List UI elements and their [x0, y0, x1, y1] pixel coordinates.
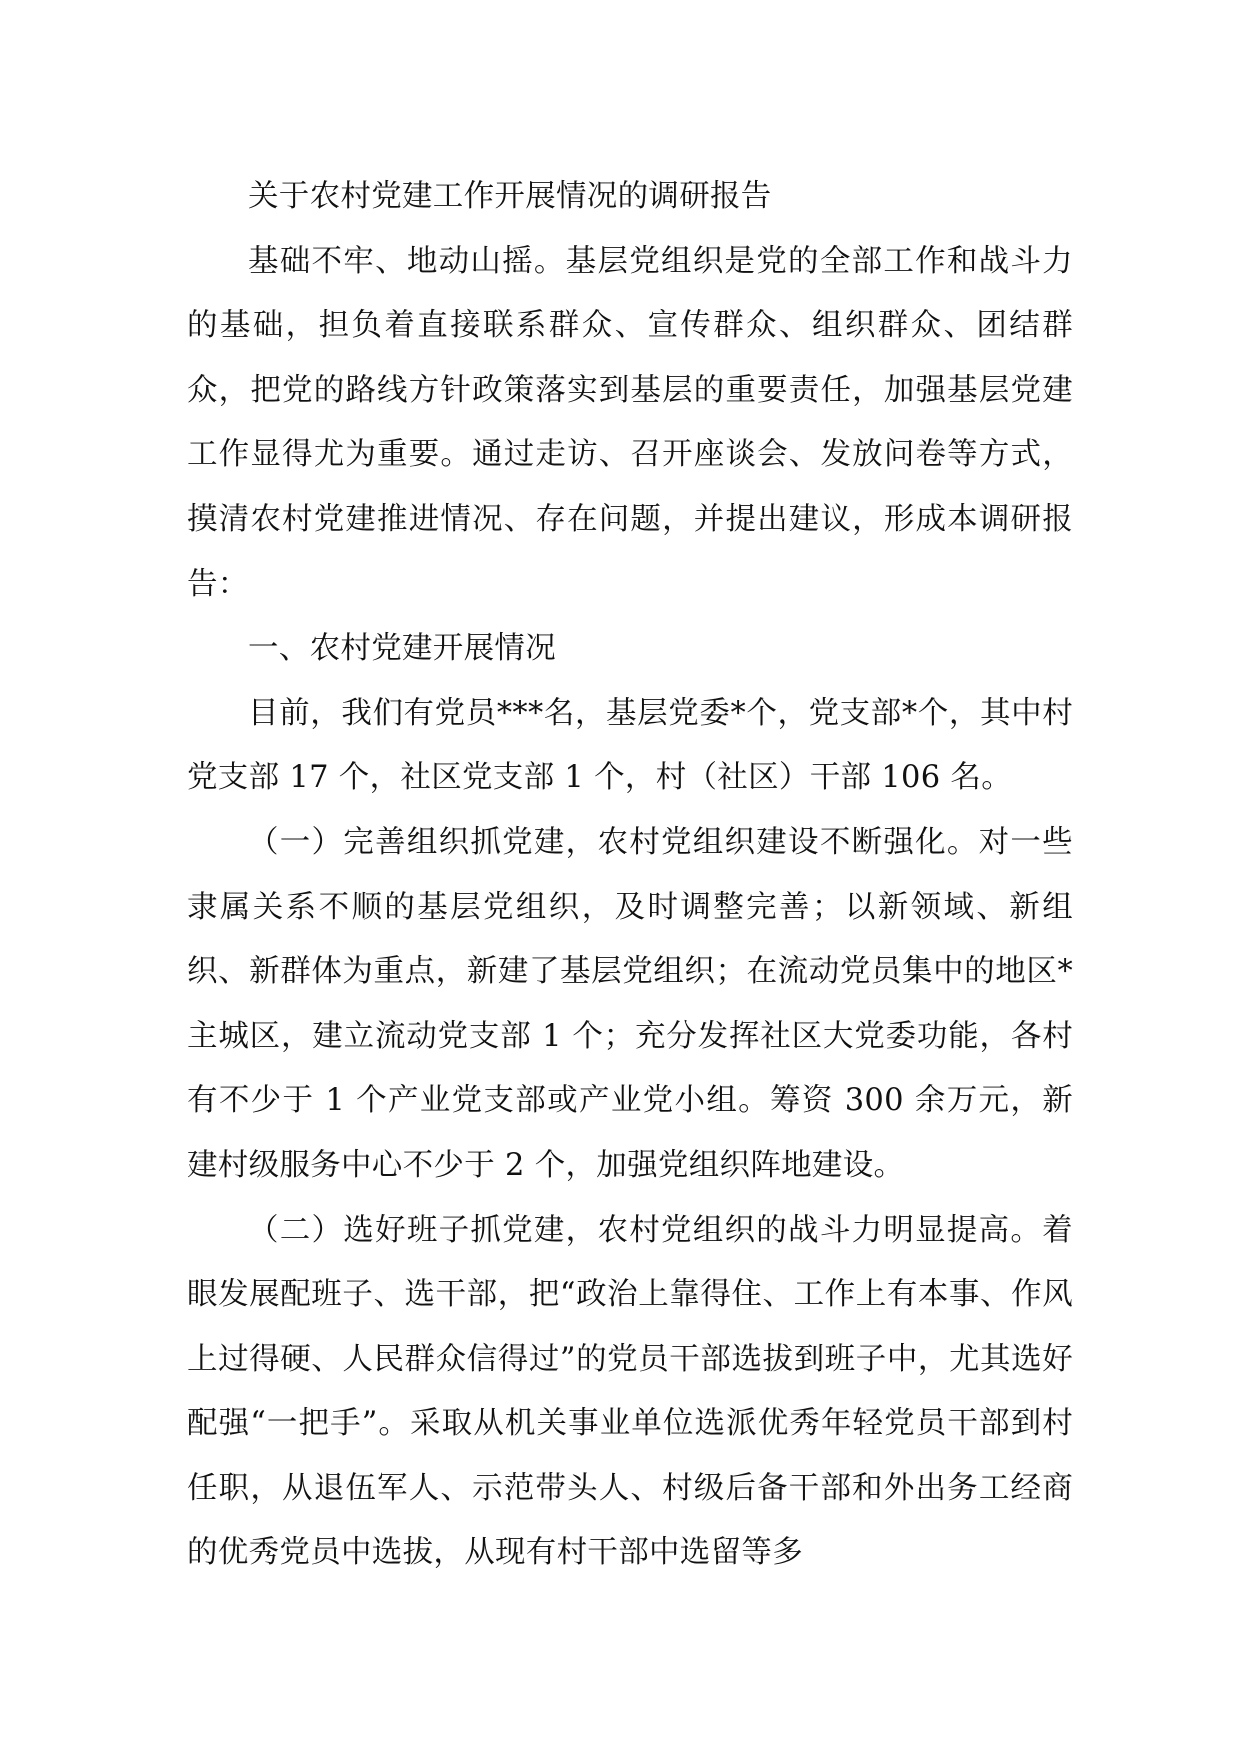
paragraph-current-status: 目前，我们有党员***名，基层党委*个，党支部*个，其中村党支部 17 个，社区党支部 1 个，村（社区）干部 106 名。	[187, 695, 1073, 796]
document-body	[187, 165, 1073, 1586]
paragraph-subsection-2: （二）选好班子抓党建，农村党组织的战斗力明显提高。着眼发展配班子、选干部，把“政治上靠得住、工作上有本事、作风上过得硬、人民群众信得过”的党员干部选拔到班子中，尤其选好配强“一把手”。采取从机关事业单位选派优秀年轻党员干部到村任职，从退伍军人、示范带头人、村级后备干部和外出务工经商的优秀党员中选拔，从现有村干部中选留等多	[187, 1212, 1073, 1571]
section-heading-1: 一、农村党建开展情况	[248, 631, 556, 667]
paragraph-subsection-1: （一）完善组织抓党建，农村党组织建设不断强化。对一些隶属关系不顺的基层党组织，及时调整完善；以新领域、新组织、新群体为重点，新建了基层党组织；在流动党员集中的地区*主城区，建立流动党支部 1 个；充分发挥社区大党委功能，各村有不少于 1 个产业党支部或产业党小组。筹资 300 余万元，新建村级服务中心不少于 2 个，加强党组织阵地建设。	[187, 824, 1073, 1183]
paragraph-intro: 基础不牢、地动山摇。基层党组织是党的全部工作和战斗力的基础，担负着直接联系群众、宣传群众、组织群众、团结群众，把党的路线方针政策落实到基层的重要责任，加强基层党建工作显得尤为重要。通过走访、召开座谈会、发放问卷等方式，摸清农村党建推进情况、存在问题，并提出建议，形成本调研报告：	[187, 243, 1073, 602]
document-title: 关于农村党建工作开展情况的调研报告	[248, 179, 772, 214]
